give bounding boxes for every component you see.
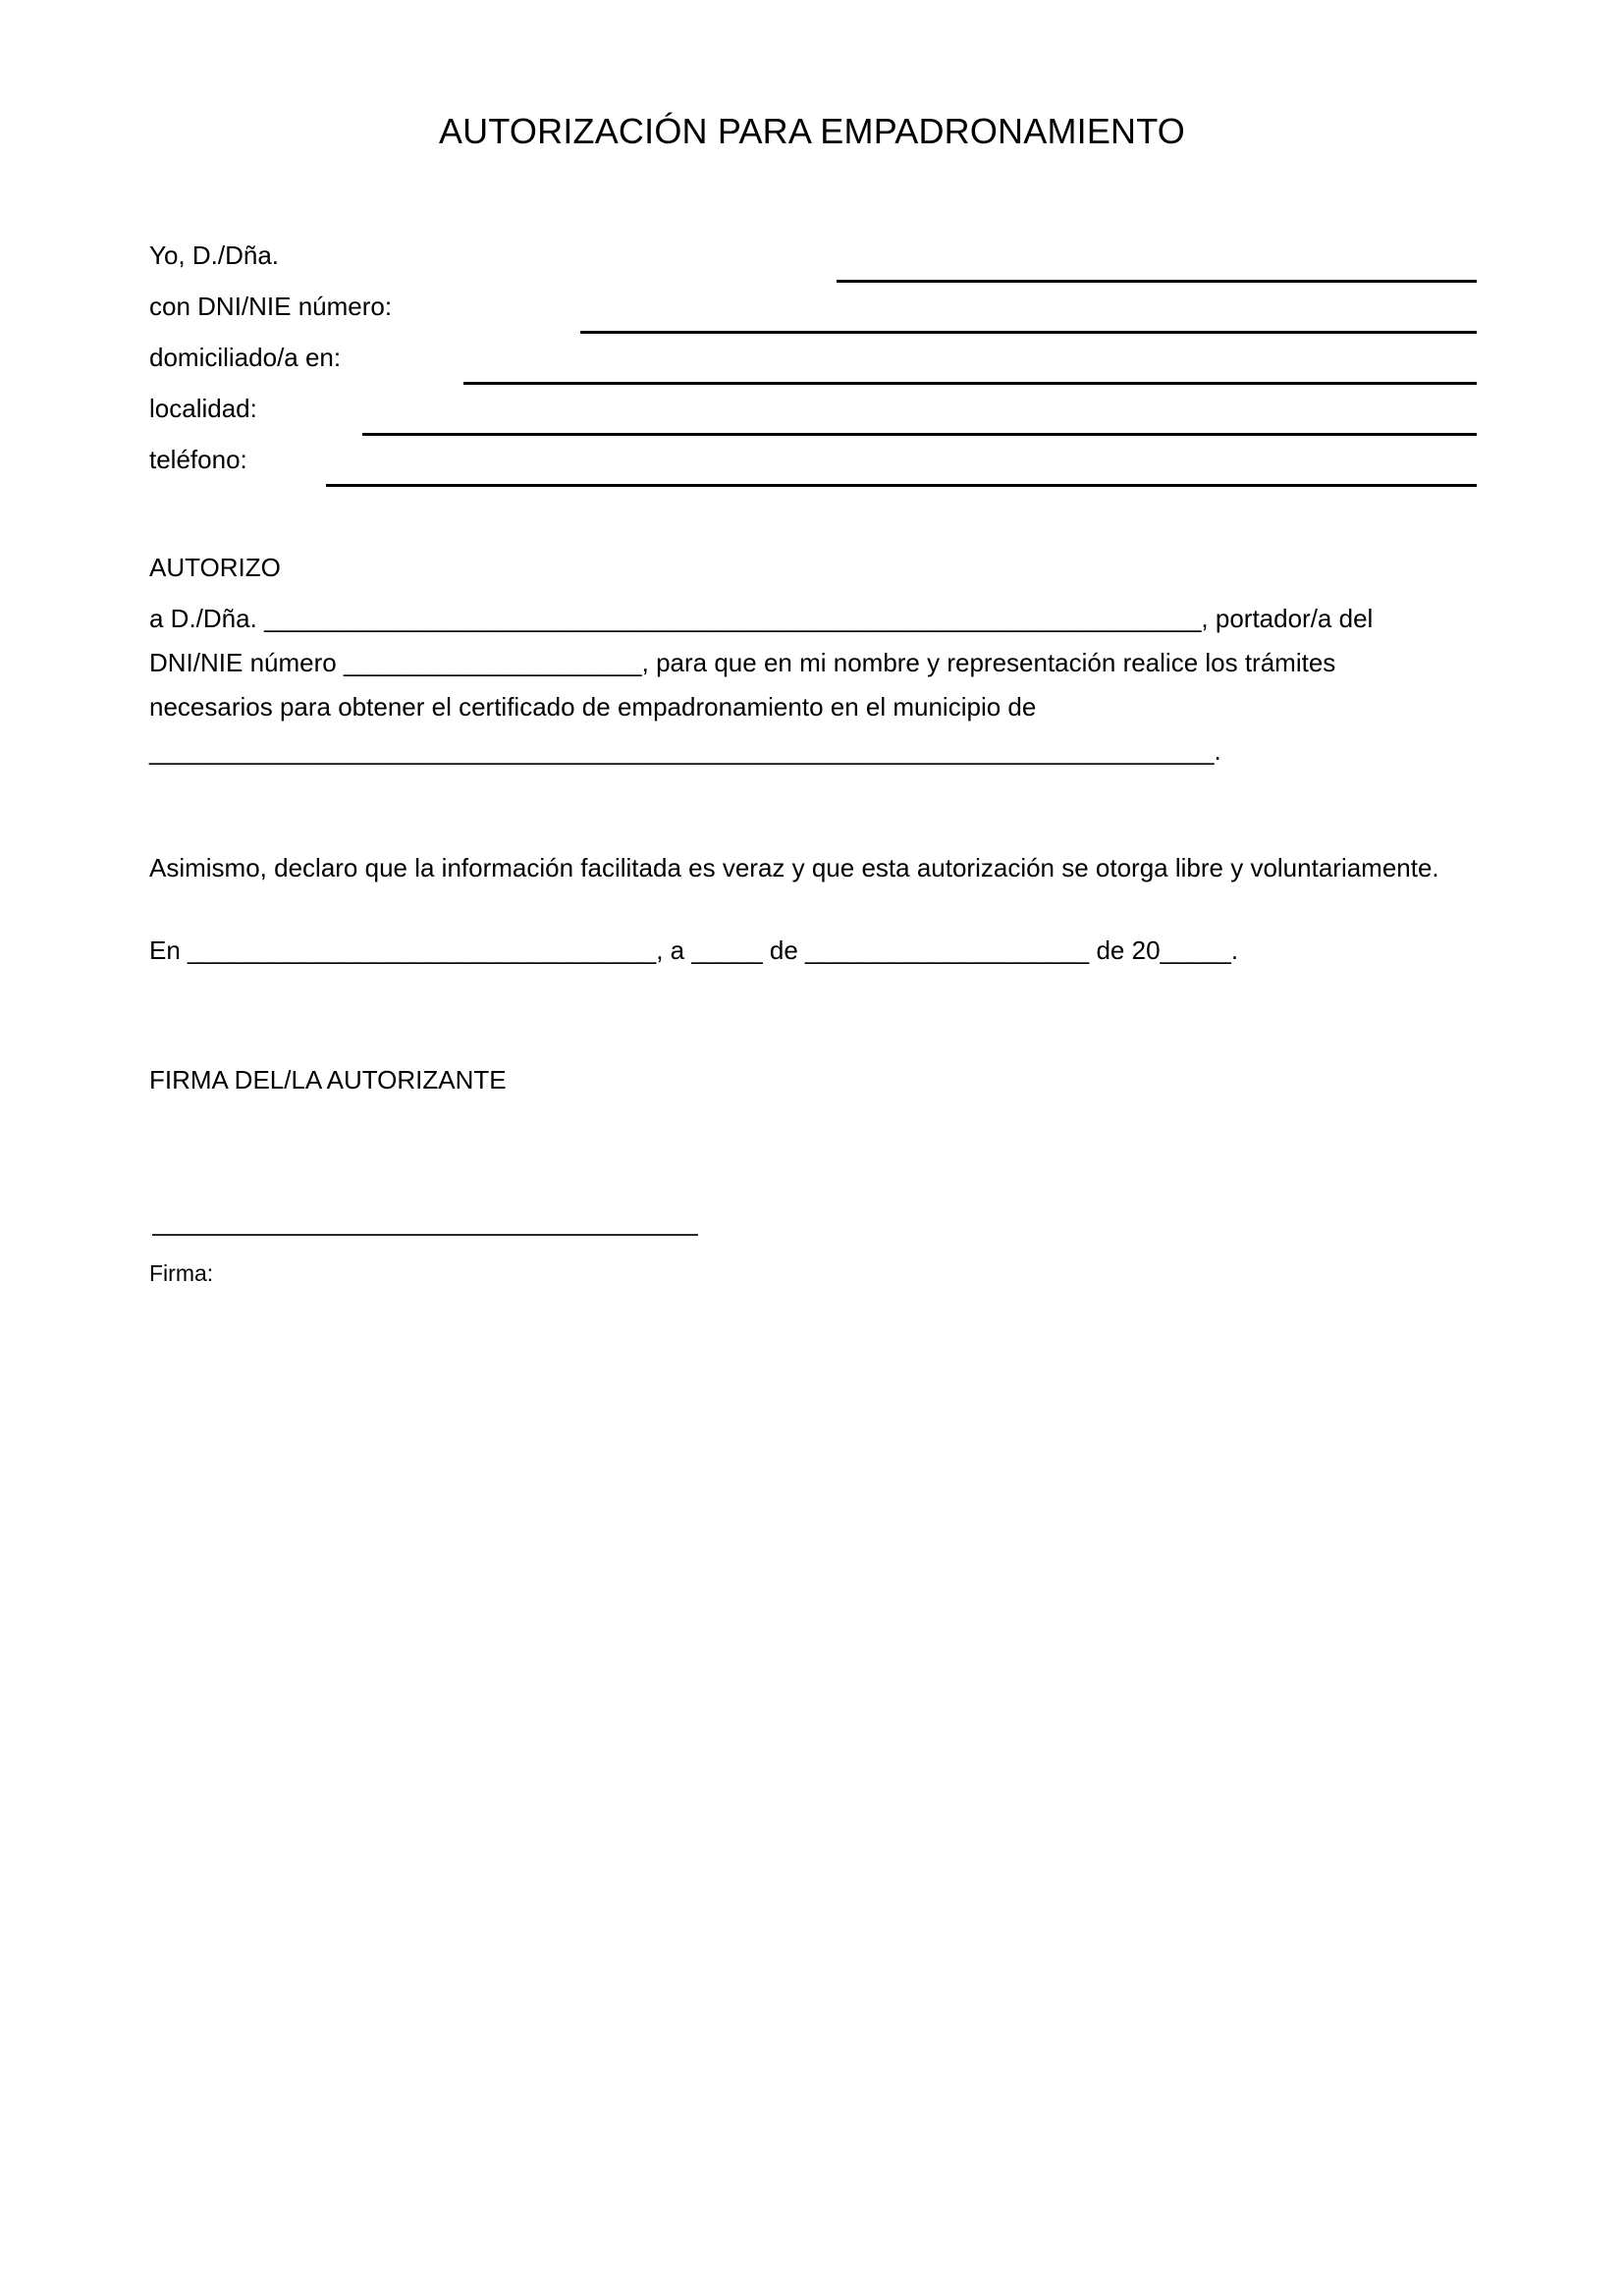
section-heading-firma: FIRMA DEL/LA AUTORIZANTE — [149, 1065, 507, 1095]
field-label-telefono: teléfono: — [149, 445, 247, 474]
autorizo-line3: necesarios para obtener el certificado de empadronamiento en el municipio de — [149, 692, 1037, 721]
fecha-mes-fill[interactable]: ____________________ — [805, 935, 1090, 965]
field-rule-dni[interactable] — [580, 331, 1477, 334]
field-label-nombre: Yo, D./Dña. — [149, 240, 280, 270]
field-row-nombre — [149, 239, 1477, 290]
autorizo-paragraph — [149, 597, 1455, 774]
autorizo-nombre-fill[interactable]: __________________________________________________________________ — [264, 604, 1202, 633]
autorizo-line1-prefix: a D./Dña. — [149, 604, 265, 633]
field-label-localidad: localidad: — [149, 394, 257, 423]
autorizo-line2-suffix: , para que en mi nombre y representación realice los trámites — [641, 648, 1336, 677]
section-heading-autorizo: AUTORIZO — [149, 553, 281, 582]
field-row-localidad — [149, 392, 1477, 443]
autorizo-municipio-fill[interactable]: ___________________________________________________________________________ — [149, 736, 1215, 766]
field-rule-telefono[interactable] — [326, 484, 1477, 487]
field-row-dni — [149, 290, 1477, 341]
field-label-dni: con DNI/NIE número: — [149, 292, 393, 321]
autorizo-line2-prefix: DNI/NIE número — [149, 648, 344, 677]
declaracion-paragraph: Asimismo, declaro que la información facilitada es veraz y que esta autorización se otorga libre y voluntariamente. — [149, 853, 1439, 882]
autorizo-line4-suffix: . — [1214, 736, 1221, 766]
fecha-sep1: , a — [656, 935, 692, 965]
fecha-lugar-fill[interactable]: _________________________________ — [188, 935, 657, 965]
field-rule-nombre[interactable] — [837, 280, 1477, 283]
fecha-suffix: . — [1230, 935, 1239, 965]
fecha-anio-fill[interactable]: _____ — [1160, 935, 1231, 965]
signature-rule[interactable] — [152, 1234, 698, 1236]
fecha-prefix: En — [149, 935, 189, 965]
autorizo-dni-fill[interactable]: _____________________ — [343, 648, 642, 677]
fecha-sep3: de 20 — [1089, 935, 1161, 965]
fecha-dia-fill[interactable]: _____ — [691, 935, 763, 965]
fecha-line — [149, 929, 1327, 973]
fecha-sep2: de — [762, 935, 806, 965]
signature-label: Firma: — [149, 1260, 214, 1286]
autorizo-line1-suffix: , portador/a del — [1201, 604, 1374, 633]
field-rule-domicilio[interactable] — [463, 382, 1477, 385]
field-row-domicilio — [149, 341, 1477, 392]
applicant-fields — [149, 239, 1477, 494]
field-row-telefono — [149, 443, 1477, 494]
field-rule-localidad[interactable] — [362, 433, 1477, 436]
field-label-domicilio: domiciliado/a en: — [149, 343, 342, 372]
page-title: AUTORIZACIÓN PARA EMPADRONAMIENTO — [438, 111, 1186, 151]
